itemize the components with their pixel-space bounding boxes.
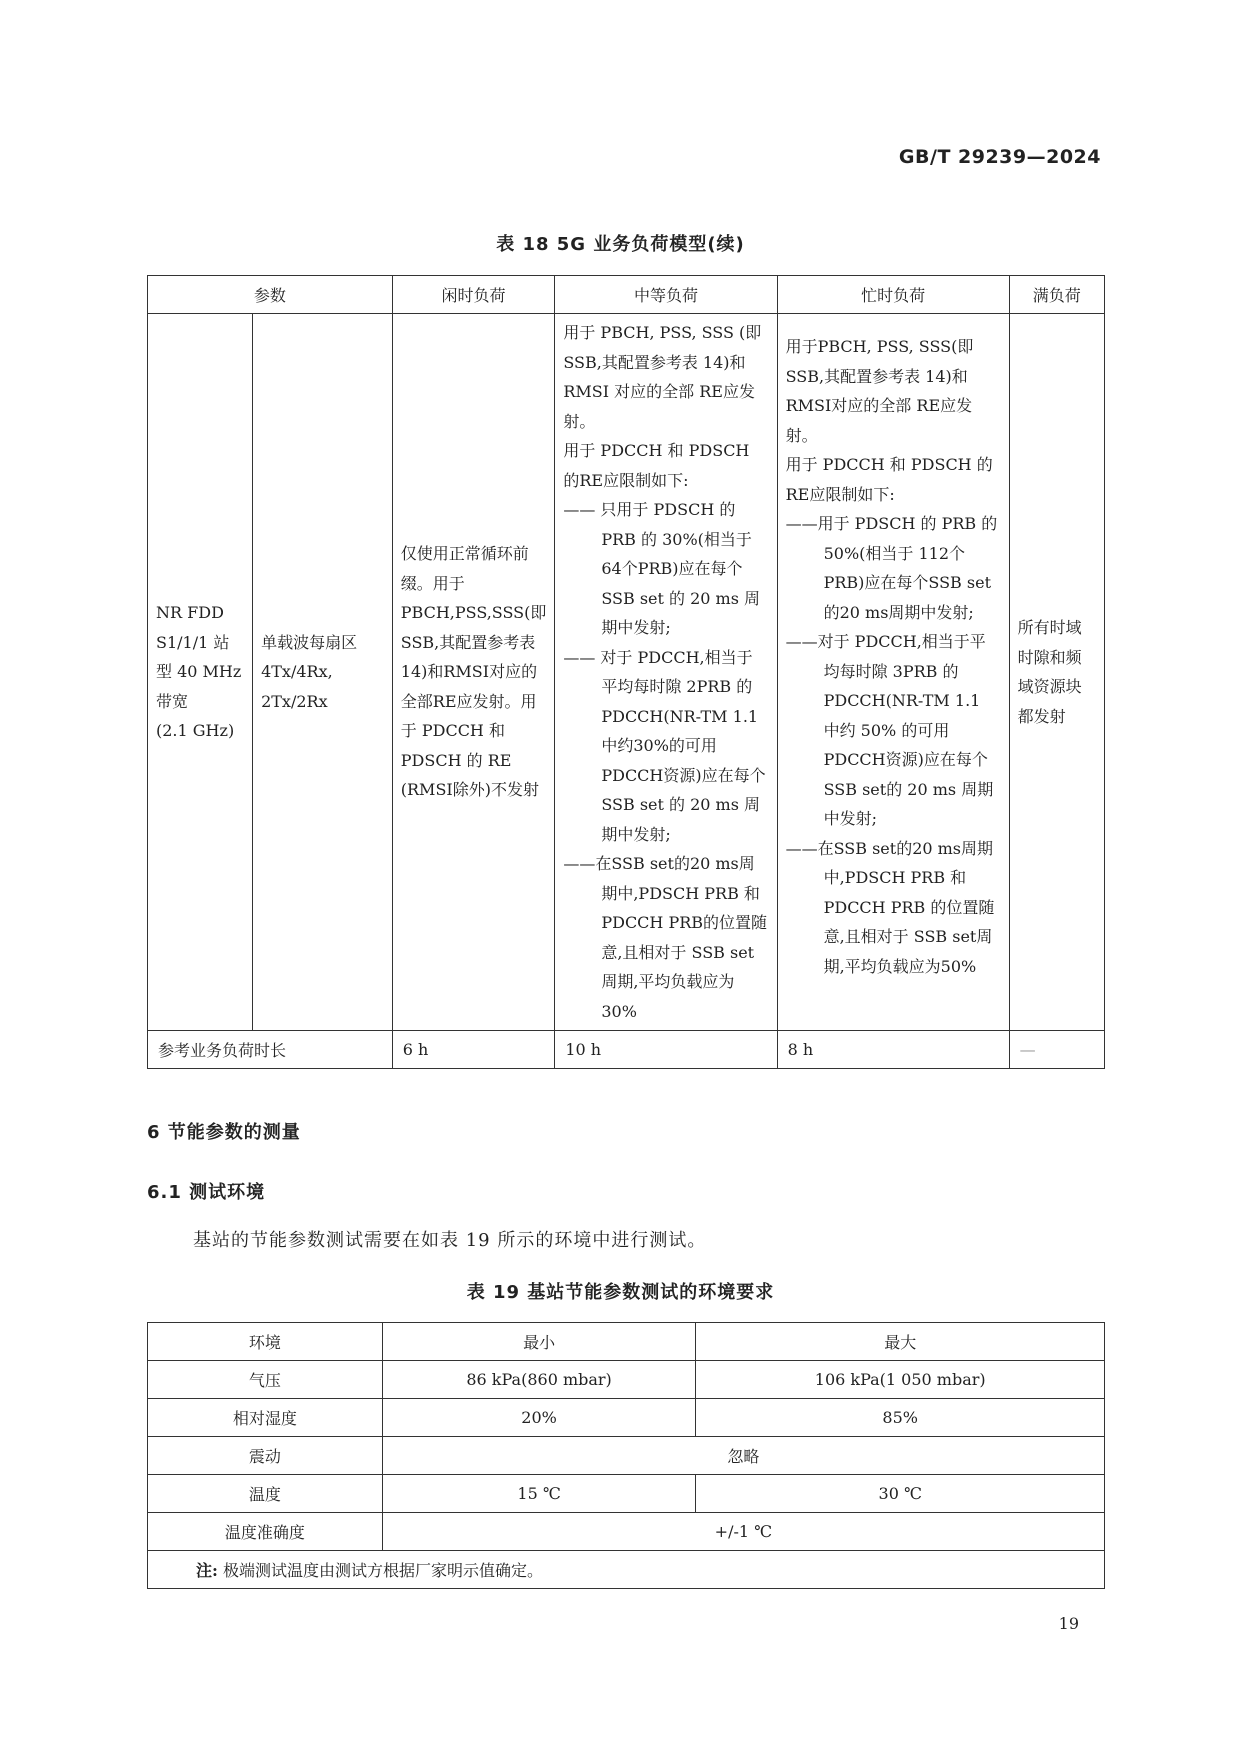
medium-item: ——在SSB set的20 ms周期中,PDSCH PRB 和PDCCH PRB的位置随意,且相对于 SSB set周期,平均负载应为30%: [563, 854, 768, 1021]
param-config-line: (2.1 GHz): [156, 721, 235, 741]
table-note: [148, 1551, 1105, 1589]
row-min: 15 ℃: [382, 1475, 696, 1513]
footer-full: —: [1009, 1031, 1104, 1069]
busy-limit: 用于 PDCCH 和 PDSCH 的RE应限制如下:: [785, 455, 993, 504]
header-medium: 中等负荷: [555, 276, 777, 314]
param-carrier-cell: [253, 314, 393, 1031]
table-row: [148, 1437, 1105, 1475]
row-max: 106 kPa(1 050 mbar): [696, 1361, 1105, 1399]
param-carrier-line: 4Tx/4Rx,: [261, 662, 333, 682]
table-18: [147, 275, 1105, 1069]
param-config-cell: [148, 314, 253, 1031]
row-label: 震动: [148, 1437, 383, 1475]
standard-code: GB/T 29239—2024: [898, 146, 1101, 168]
param-config-line: 带宽: [156, 691, 189, 711]
row-max: 30 ℃: [696, 1475, 1105, 1513]
header-param: 参数: [148, 276, 393, 314]
medium-item: —— 对于 PDCCH,相当于平均每时隙 2PRB 的 PDCCH(NR-TM 1.1中约30%的可用 PDCCH资源)应在每个 SSB set 的 20 ms 周期中发射;: [563, 647, 766, 844]
table-row: [148, 1399, 1105, 1437]
header-min: 最小: [382, 1323, 696, 1361]
note-label: 注:: [196, 1561, 218, 1580]
idle-load-cell: [392, 314, 555, 1031]
medium-load-cell: [555, 314, 777, 1031]
full-load-cell: [1009, 314, 1104, 1031]
page-number: 19: [1058, 1614, 1079, 1633]
row-label: 温度: [148, 1475, 383, 1513]
busy-load-cell: [777, 314, 1009, 1031]
param-config-line: NR FDD: [156, 603, 224, 623]
footer-idle: 6 h: [392, 1031, 555, 1069]
row-min: 20%: [382, 1399, 696, 1437]
busy-item: ——对于 PDCCH,相当于平均每时隙 3PRB 的 PDCCH(NR-TM 1.1 中约 50% 的可用 PDCCH资源)应在每个 SSB set的 20 ms 周期中发射;: [785, 632, 994, 828]
body-paragraph: 基站的节能参数测试需要在如表 19 所示的环境中进行测试。: [193, 1230, 707, 1251]
header-env: 环境: [148, 1323, 383, 1361]
row-label: 温度准确度: [148, 1513, 383, 1551]
table19-caption: 表 19 基站节能参数测试的环境要求: [466, 1282, 775, 1303]
table18-caption: 表 18 5G 业务负荷模型(续): [496, 234, 745, 255]
param-carrier-line: 2Tx/2Rx: [261, 691, 328, 711]
medium-item: —— 只用于 PDSCH 的 PRB 的 30%(相当于 64个PRB)应在每个 SSB set 的 20 ms 周期中发射;: [563, 500, 761, 637]
param-config-line: S1/1/1 站: [156, 632, 230, 652]
busy-item: ——在SSB set的20 ms周期中,PDSCH PRB 和 PDCCH PRB 的位置随意,且相对于 SSB set周期,平均负载应为50%: [785, 838, 995, 976]
footer-medium: 10 h: [555, 1031, 777, 1069]
medium-limit: 用于 PDCCH 和 PDSCH 的RE应限制如下:: [563, 441, 750, 490]
row-value: +/-1 ℃: [382, 1513, 1104, 1551]
row-value: 忽略: [382, 1437, 1104, 1475]
row-label: 气压: [148, 1361, 383, 1399]
table-19: [147, 1322, 1105, 1589]
header-max: 最大: [696, 1323, 1105, 1361]
busy-item: ——用于 PDSCH 的 PRB 的 50%(相当于 112个PRB)应在每个SSB set的20 ms周期中发射;: [785, 514, 998, 622]
table-row: [148, 1475, 1105, 1513]
busy-intro: 用于PBCH, PSS, SSS(即SSB,其配置参考表 14)和RMSI对应的全部 RE应发射。: [785, 337, 974, 445]
medium-intro: 用于 PBCH, PSS, SSS (即 SSB,其配置参考表 14)和 RMSI 对应的全部 RE应发射。: [563, 323, 762, 431]
row-min: 86 kPa(860 mbar): [382, 1361, 696, 1399]
full-load-text: 所有时域时隙和频域资源块都发射: [1017, 618, 1082, 726]
row-max: 85%: [696, 1399, 1105, 1437]
header-busy: 忙时负荷: [777, 276, 1009, 314]
note-text: 极端测试温度由测试方根据厂家明示值确定。: [223, 1561, 544, 1580]
header-full: 满负荷: [1009, 276, 1104, 314]
table-row: [148, 1361, 1105, 1399]
footer-busy: 8 h: [777, 1031, 1009, 1069]
param-config-line: 型 40 MHz: [156, 662, 242, 682]
param-carrier-line: 单载波每扇区: [261, 632, 358, 652]
footer-label: 参考业务负荷时长: [148, 1031, 393, 1069]
section-6-title: 6 节能参数的测量: [147, 1122, 301, 1143]
idle-load-text: 仅使用正常循环前缀。用于PBCH,PSS,SSS(即SSB,其配置参考表 14)和RMSI对应的全部RE应发射。用于 PDCCH 和 PDSCH 的 RE (RMSI除外)不发射: [400, 544, 547, 800]
section-6-1-title: 6.1 测试环境: [147, 1182, 266, 1203]
table-row: [148, 1513, 1105, 1551]
header-idle: 闲时负荷: [392, 276, 555, 314]
row-label: 相对湿度: [148, 1399, 383, 1437]
